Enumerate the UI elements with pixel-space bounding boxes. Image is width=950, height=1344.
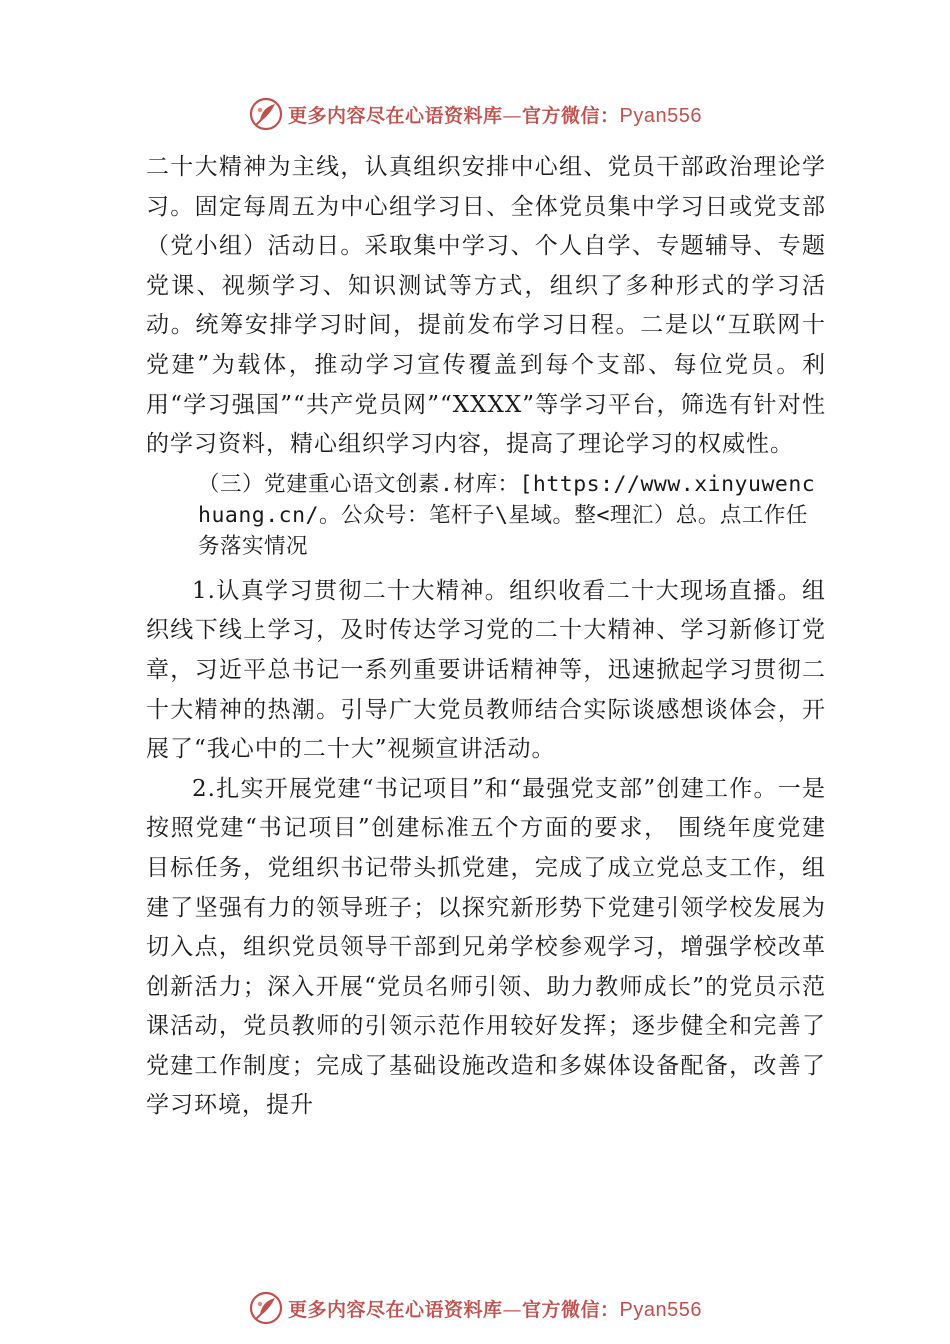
footer-site-text: 更多内容尽在心语资料库 [288, 1298, 503, 1321]
document-body [146, 148, 826, 1126]
paragraph-2: 1.认真学习贯彻二十大精神。组织收看二十大现场直播。组织线下线上学习，及时传达学习党的二十大精神、学习新修订党章，习近平总书记一系列重要讲话精神等，迅速掀起学习贯彻二十大精神的热潮。引导广大党员教师结合实际谈感想谈体会，开展了“我心中的二十大”视频宣讲活动。 [146, 577, 826, 763]
footer-banner-content [248, 1290, 702, 1326]
paragraph-1: 二十大精神为主线，认真组织安排中心组、党员干部政治理论学习。固定每周五为中心组学习日、全体党员集中学习日或党支部（党小组）活动日。采取集中学习、个人自学、专题辅导、专题党课、视频学习、知识测试等方式，组织了多种形式的学习活动。统筹安排学习时间，提前发布学习日程。二是以“互联网十党建”为载体，推动学习宣传覆盖到每个支部、每位党员。利用“学习强国”“共产党员网”“XXXX”等学习平台，筛选有针对性的学习资料，精心组织学习内容，提高了理论学习的权威性。 [146, 154, 826, 458]
paragraph-3: 2.扎实开展党建“书记项目”和“最强党支部”创建工作。一是按照党建“书记项目”创建标准五个方面的要求， 围绕年度党建目标任务，党组织书记带头抓党建，完成了成立党总支工作，组建了坚强有力的领导班子；以探究新形势下党建引领学校发展为切入点，组织党员领导干部到兄弟学校参观学习，增强学校改革创新活力；深入开展“党员名师引领、助力教师成长”的党员示范课活动，党员教师的引领示范作用较好发挥；逐步健全和完善了党建工作制度；完成了基础设施改造和多媒体设备配备，改善了学习环境，提升 [146, 775, 826, 1119]
header-wechat-label: 官方微信： [522, 104, 620, 127]
header-wechat-handle: Pyan556 [619, 104, 702, 127]
section-heading: （三）党建重心语文创素.材库：[https://www.xinyuwenchuang.cn/。公众号：笔杆子\星域。整<理汇）总。点工作任务落实情况 [198, 471, 816, 559]
logo-icon [248, 96, 284, 132]
footer-wechat-label: 官方微信： [522, 1298, 620, 1321]
header-text [288, 101, 702, 128]
header-banner [0, 94, 950, 134]
footer-separator: — [502, 1298, 523, 1321]
logo-icon [248, 1290, 284, 1326]
footer-banner [0, 1288, 950, 1328]
header-separator: — [502, 104, 523, 127]
header-site-text: 更多内容尽在心语资料库 [288, 104, 503, 127]
footer-wechat-handle: Pyan556 [619, 1298, 702, 1321]
header-banner-content [248, 96, 702, 132]
footer-text [288, 1295, 702, 1322]
